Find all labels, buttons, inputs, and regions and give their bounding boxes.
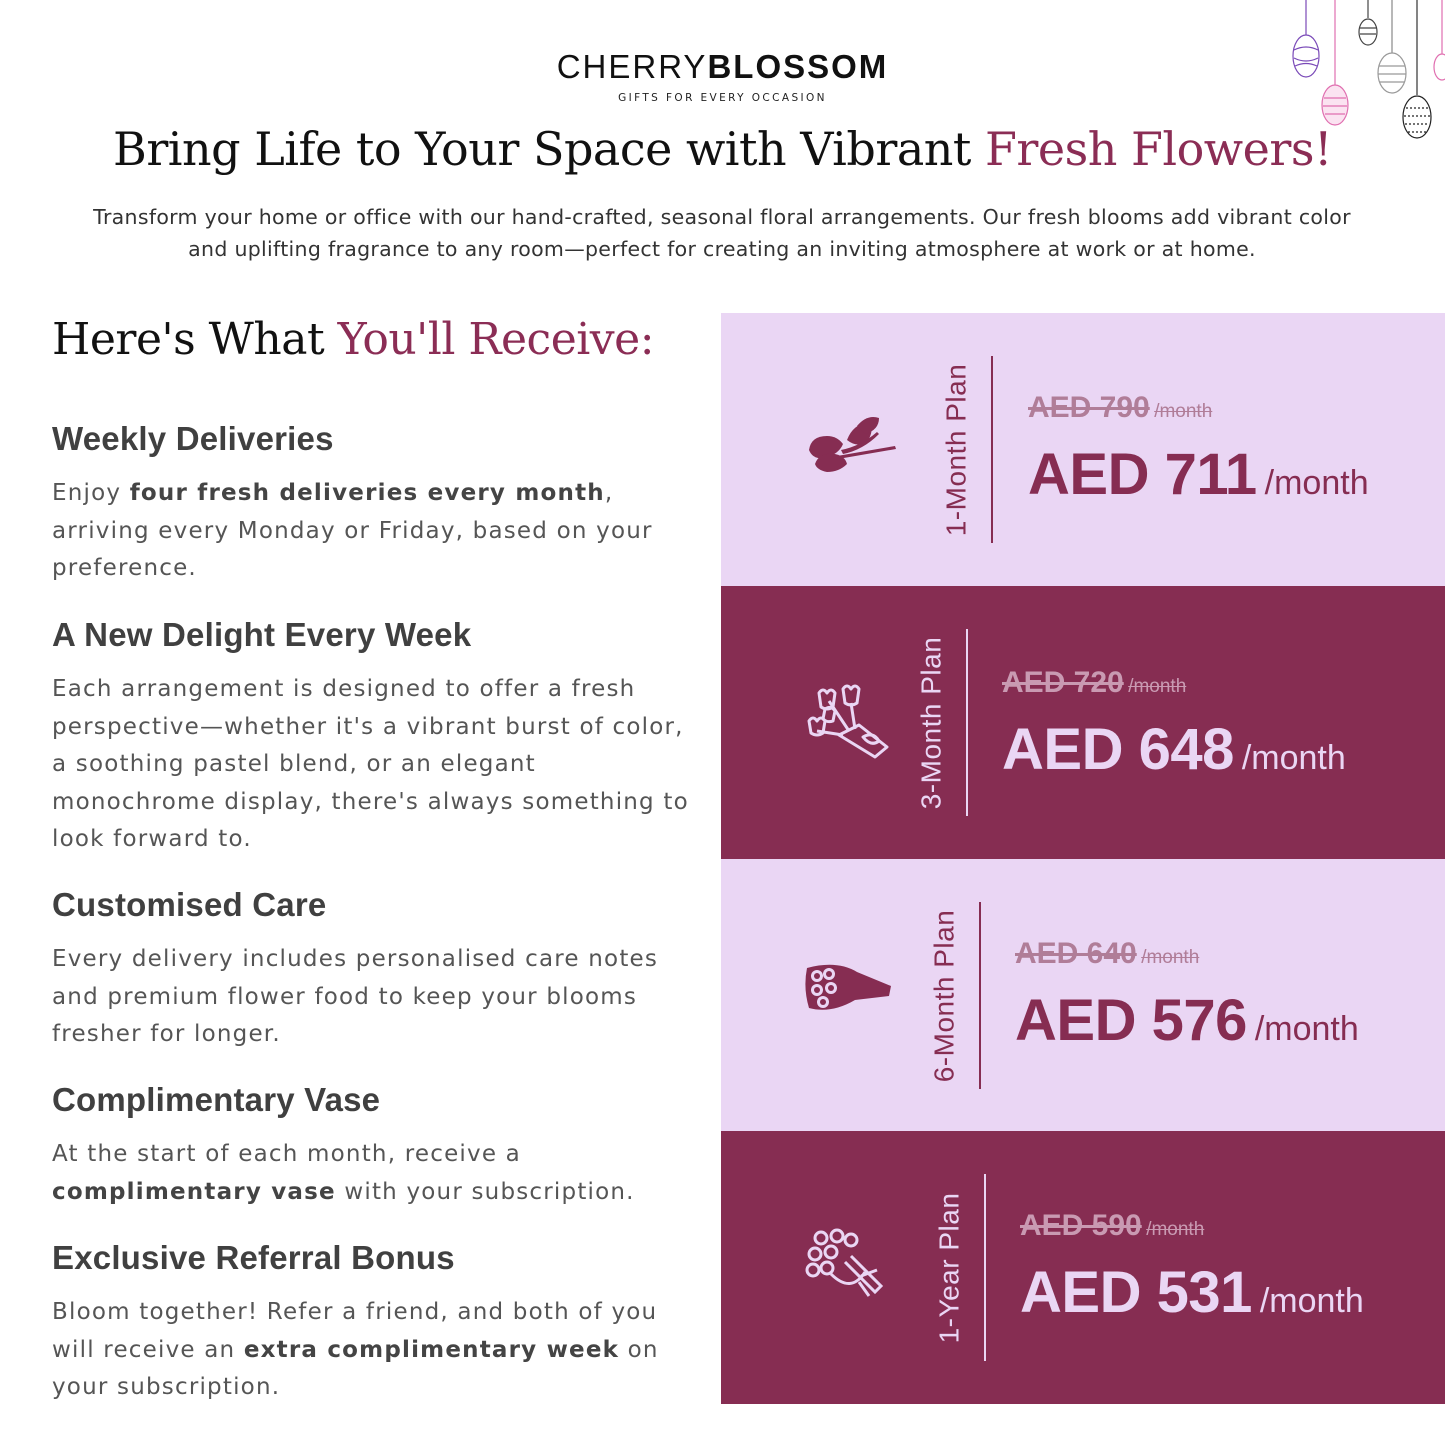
feature-title: A New Delight Every Week [52,616,472,653]
feature-complimentary-vase [52,1081,692,1211]
plan-old-price: AED 720 /month [1002,666,1187,699]
plan-new-price: AED 531 /month [1020,1260,1364,1325]
feature-title: Exclusive Referral Bonus [52,1239,455,1276]
plan-divider [979,902,981,1089]
intro-text: Transform your home or office with our hand-crafted, seasonal floral arrangements. Our fresh blooms add vibrant color and uplifting fragrance to any room—perfect for creating an inviting atmosphere at work or at home. [93,205,1351,261]
plan-old-price: AED 640 /month [1015,937,1200,970]
feature-title: Customised Care [52,886,327,923]
plan-label: 6-Month Plan [928,909,960,1082]
feature-title: Complimentary Vase [52,1081,381,1118]
receive-heading: Here's What You'll Receive: [52,314,655,365]
plan-label: 1-Month Plan [940,363,972,536]
plan-1-month[interactable] [721,313,1445,586]
feature-title: Weekly Deliveries [52,420,334,457]
plan-divider [966,629,968,816]
brand-logo [0,48,1445,104]
plan-new-price: AED 711 /month [1028,442,1369,507]
feature-text: Every delivery includes personalised care notes and premium flower food to keep your blooms fresher for longer. [52,946,659,1047]
plan-divider [991,356,993,543]
plan-1-year[interactable] [721,1131,1445,1404]
plan-old-price: AED 790 /month [1028,391,1213,424]
plan-new-price: AED 576 /month [1015,988,1359,1053]
plan-6-month[interactable] [721,859,1445,1132]
brand-name: CHERRYBLOSSOM [556,48,889,85]
feature-text: Bloom together! Refer a friend, and both of you will receive an extra complimentary week on your subscription. [52,1299,659,1400]
plan-divider [984,1174,986,1361]
wrapped-bouquet-icon [801,954,901,1034]
plan-new-price: AED 648 /month [1002,717,1346,782]
feature-referral-bonus [52,1239,692,1407]
feature-text: Enjoy four fresh deliveries every month, arriving every Monday or Friday, based on your preference. [52,480,653,581]
page-headline: Bring Life to Your Space with Vibrant Fresh Flowers! [113,122,1332,176]
plan-label: 1-Year Plan [933,1192,965,1343]
tulip-bouquet-icon [801,681,901,761]
feature-customised-care [52,886,692,1054]
plan-label: 3-Month Plan [915,636,947,809]
feature-text: Each arrangement is designed to offer a fresh perspective—whether it's a vibrant burst of color, a soothing pastel blend, or an elegant monochrome display, there's always something to look forward to. [52,676,689,852]
feature-text: At the start of each month, receive a complimentary vase with your subscription. [52,1141,635,1205]
plan-3-month[interactable] [721,586,1445,859]
feature-new-delight [52,616,692,859]
tulip-icon [801,408,901,488]
plan-old-price: AED 590 /month [1020,1209,1205,1242]
flower-bunch-icon [801,1226,901,1306]
brand-tagline: GIFTS FOR EVERY OCCASION [618,92,827,104]
feature-weekly-deliveries [52,420,692,588]
